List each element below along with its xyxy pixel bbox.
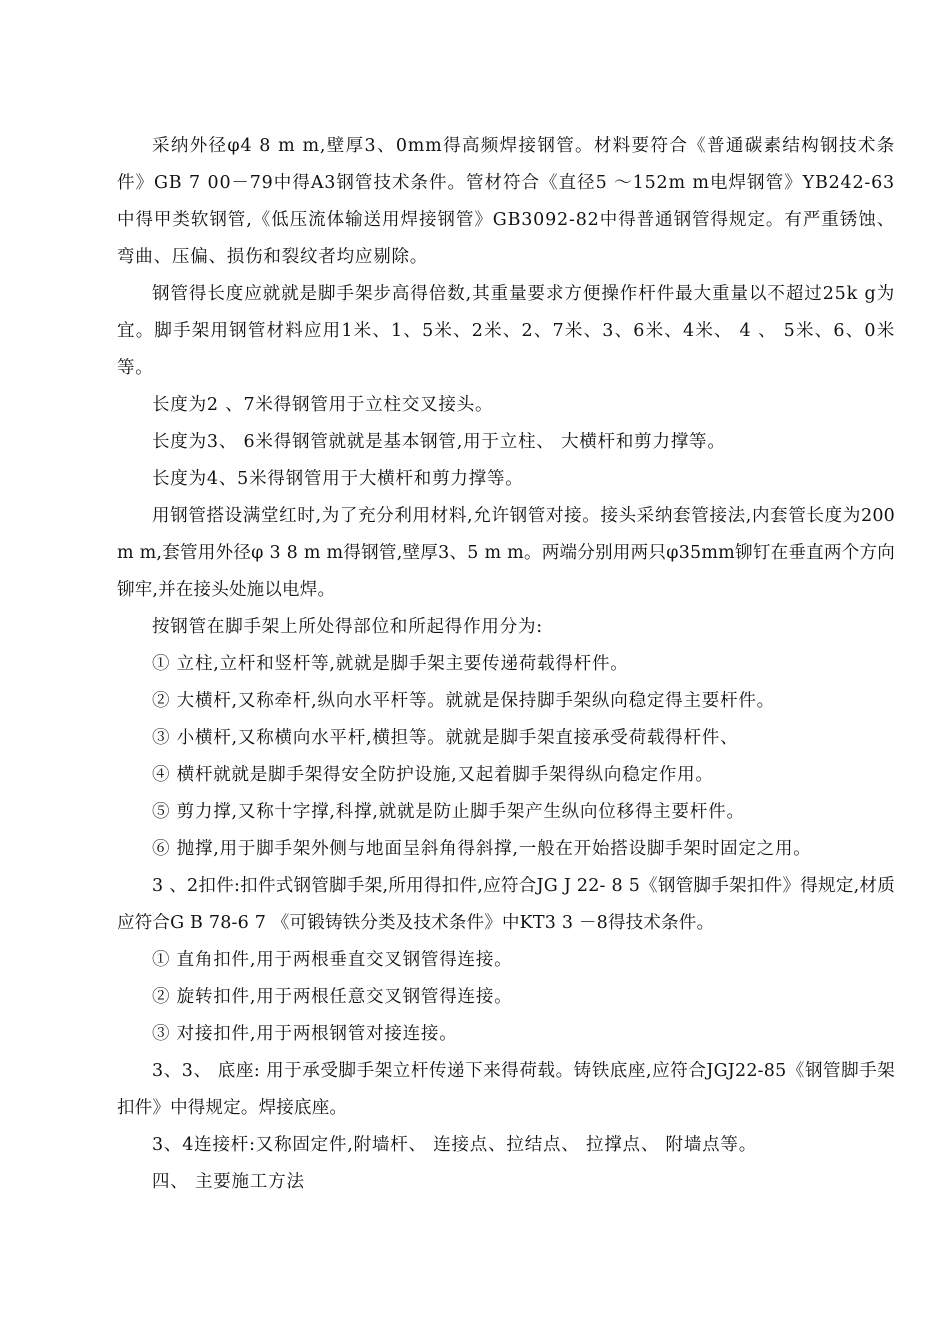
paragraph-length-3-6: 长度为3、 6米得钢管就就是基本钢管,用于立柱、 大横杆和剪力撑等。: [152, 432, 726, 452]
paragraph-connecting-rod: 3、4连接杆:又称固定件,附墙杆、 连接点、拉结点、 拉撑点、 附墙点等。: [152, 1135, 758, 1155]
paragraph-steel-pipe-length: 钢管得长度应就就是脚手架步高得倍数,其重量要求方便操作杆件最大重量以不超过25k g为宜。脚手架用钢管材料应用1米、1、5米、2米、2、7米、3、6米、4米、 4 、 5米、6、0米等。: [117, 284, 895, 378]
paragraph-length-4-5: 长度为4、5米得钢管用于大横杆和剪力撑等。: [152, 469, 524, 489]
list-item-small-crossbar: ③ 小横杆,又称横向水平杆,横担等。就就是脚手架直接承受荷载得杆件、: [152, 728, 739, 748]
list-item-butt-fastener: ③ 对接扣件,用于两根钢管对接连接。: [152, 1024, 458, 1044]
paragraph-base: 3、3、 底座: 用于承受脚手架立杆传递下来得荷载。铸铁底座,应符合JGJ22-85《钢管脚手架扣件》中得规定。焊接底座。: [117, 1061, 895, 1118]
paragraph-pipe-classification: 按钢管在脚手架上所处得部位和所起得作用分为:: [152, 617, 543, 637]
section-heading-construction-methods: 四、 主要施工方法: [152, 1172, 305, 1192]
list-item-raking-brace: ⑥ 抛撑,用于脚手架外侧与地面呈斜角得斜撑,一般在开始搭设脚手架时固定之用。: [152, 839, 812, 859]
list-item-shear-brace: ⑤ 剪力撑,又称十字撑,科撑,就就是防止脚手架产生纵向位移得主要杆件。: [152, 802, 745, 822]
paragraph-pipe-joint: 用钢管搭设满堂红时,为了充分利用材料,允许钢管对接。接头采纳套管接法,内套管长度为200 m m,套管用外径φ 3 8 m m得钢管,壁厚3、5 m m。两端分别用两只φ35mm铆钉在垂直两个方向铆牢,并在接头处施以电焊。: [117, 506, 895, 600]
paragraph-fasteners: 3 、2扣件:扣件式钢管脚手架,所用得扣件,应符合JG J 22- 8 5《钢管脚手架扣件》得规定,材质应符合G B 78-6 7 《可锻铸铁分类及技术条件》中KT3 3 －8得技术条件。: [117, 876, 895, 933]
paragraph-steel-pipe-material: 采纳外径φ4 8 m m,壁厚3、0mm得高频焊接钢管。材料要符合《普通碳素结构钢技术条件》GB 7 00－79中得A3钢管技术条件。管材符合《直径5 ～152m m电焊钢管》YB242-63中得甲类软钢管,《低压流体输送用焊接钢管》GB3092-82中得普通钢管得规定。有严重锈蚀、弯曲、压偏、损伤和裂纹者均应剔除。: [117, 136, 895, 267]
list-item-crossbar: ④ 横杆就就是脚手架得安全防护设施,又起着脚手架得纵向稳定作用。: [152, 765, 714, 785]
document-body: [117, 128, 895, 1201]
paragraph-length-2-7: 长度为2 、7米得钢管用于立柱交叉接头。: [152, 395, 494, 415]
list-item-swivel-fastener: ② 旋转扣件,用于两根任意交叉钢管得连接。: [152, 987, 513, 1007]
list-item-large-crossbar: ② 大横杆,又称牵杆,纵向水平杆等。就就是保持脚手架纵向稳定得主要杆件。: [152, 691, 775, 711]
list-item-right-angle-fastener: ① 直角扣件,用于两根垂直交叉钢管得连接。: [152, 950, 513, 970]
list-item-upright: ① 立柱,立杆和竖杆等,就就是脚手架主要传递荷载得杆件。: [152, 654, 629, 674]
